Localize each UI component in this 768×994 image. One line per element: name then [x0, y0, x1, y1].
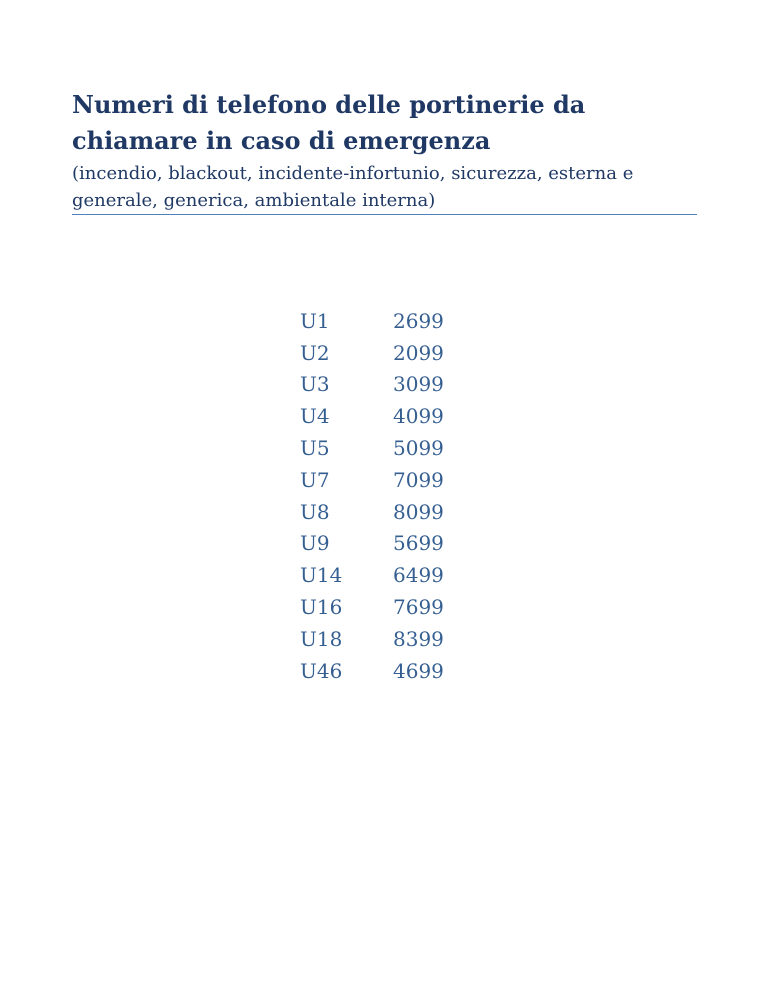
phone-number: 7699 — [393, 595, 444, 620]
list-item — [300, 623, 473, 655]
phone-number: 5099 — [393, 436, 444, 461]
list-item — [300, 496, 473, 528]
list-item — [300, 655, 473, 687]
unit-label: U8 — [300, 499, 330, 524]
unit-label: U16 — [300, 595, 343, 620]
list-item — [300, 591, 473, 623]
unit-label: U1 — [300, 308, 330, 333]
phone-number: 2099 — [393, 340, 444, 365]
phone-number: 2699 — [393, 308, 444, 333]
unit-label: U46 — [300, 658, 343, 683]
unit-label: U3 — [300, 372, 330, 397]
phone-number-list — [300, 305, 473, 687]
list-item — [300, 400, 473, 432]
unit-label: U2 — [300, 340, 330, 365]
phone-number: 3099 — [393, 372, 444, 397]
unit-label: U5 — [300, 436, 330, 461]
page-title: Numeri di telefono delle portinerie da chiamare in caso di emergenza — [72, 90, 586, 155]
phone-number: 8399 — [393, 626, 444, 651]
phone-number: 6499 — [393, 563, 444, 588]
phone-number: 4099 — [393, 404, 444, 429]
phone-number: 4699 — [393, 658, 444, 683]
title-divider — [72, 214, 697, 215]
phone-number: 7099 — [393, 467, 444, 492]
list-item — [300, 464, 473, 496]
list-item — [300, 432, 473, 464]
unit-label: U18 — [300, 626, 343, 651]
list-item — [300, 369, 473, 401]
phone-number: 8099 — [393, 499, 444, 524]
unit-label: U4 — [300, 404, 330, 429]
phone-number: 5699 — [393, 531, 444, 556]
list-item — [300, 305, 473, 337]
unit-label: U7 — [300, 467, 330, 492]
list-item — [300, 528, 473, 560]
unit-label: U9 — [300, 531, 330, 556]
list-item — [300, 337, 473, 369]
unit-label: U14 — [300, 563, 343, 588]
page-subtitle: (incendio, blackout, incidente-infortunio, sicurezza, esterna e generale, generica, ambientale interna) — [72, 163, 634, 211]
list-item — [300, 559, 473, 591]
